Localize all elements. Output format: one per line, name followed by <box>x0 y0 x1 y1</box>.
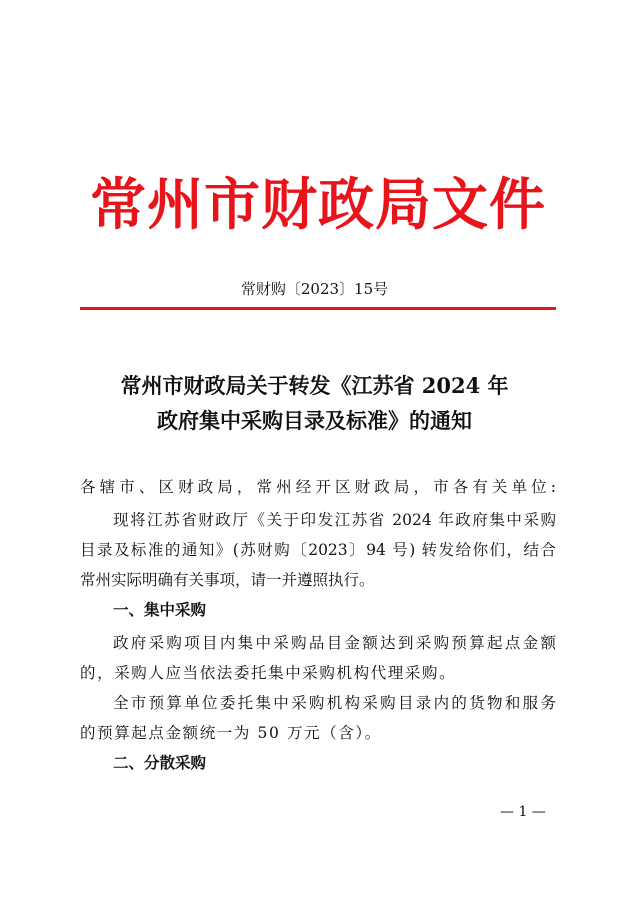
paragraph-line: 政府采购项目内集中采购品目金额达到采购预算起点金额 <box>113 634 556 652</box>
section-heading: 二、分散采购 <box>113 753 207 772</box>
notice-title-line-2: 政府集中采购目录及标准》的通知 <box>157 408 472 433</box>
paragraph-line: 的预算起点金额统一为 50 万元（含）。 <box>80 724 382 742</box>
document-header-title: 常州市财政局文件 <box>90 172 545 238</box>
page-number: — 1 — <box>500 804 546 820</box>
paragraph-line: 的，采购人应当依法委托集中采购机构代理采购。 <box>80 664 457 682</box>
paragraph-line: 现将江苏省财政厅《关于印发江苏省 2024 年政府集中采购 <box>113 511 556 529</box>
paragraph-line: 目录及标准的通知》(苏财购〔2023〕94 号) 转发给你们，结合 <box>80 541 556 559</box>
document-number: 常财购〔2023〕15号 <box>240 280 389 298</box>
red-divider <box>80 307 556 310</box>
paragraph-line: 全市预算单位委托集中采购机构采购目录内的货物和服务 <box>113 694 556 712</box>
addressee: 各辖市、区财政局，常州经开区财政局，市各有关单位: <box>80 478 556 496</box>
section-heading: 一、集中采购 <box>113 600 207 619</box>
notice-title-line-1: 常州市财政局关于转发《江苏省 2024 年 <box>120 373 509 398</box>
paragraph-line: 常州实际明确有关事项，请一并遵照执行。 <box>80 571 375 589</box>
